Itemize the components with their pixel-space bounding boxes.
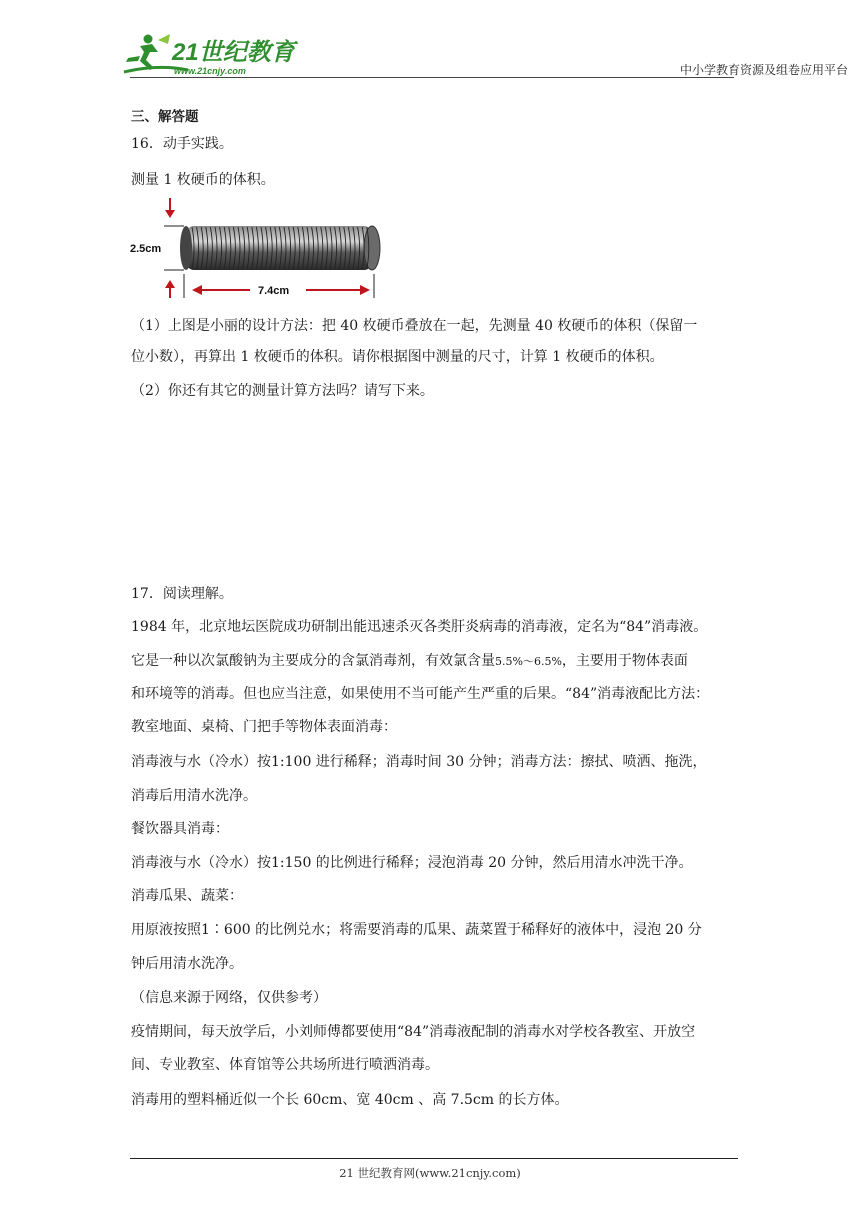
q17-p2-line1: 消毒液与水（冷水）按1:100 进行稀释；消毒时间 30 分钟；消毒方法：擦拭、喷洒、拖洗， <box>131 754 707 770</box>
section-title: 三、解答题 <box>131 109 199 125</box>
q16-title: 16．动手实践。 <box>131 136 233 152</box>
site-logo <box>118 30 298 78</box>
q17-p3: 餐饮器具消毒： <box>131 821 229 837</box>
height-top-arrow <box>165 198 175 218</box>
q17-p8-line2: 间、专业教室、体育馆等公共场所进行喷洒消毒。 <box>131 1057 439 1073</box>
q17-p6-line1: 用原液按照1∶600 的比例兑水；将需要消毒的瓜果、蔬菜置于稀释好的液体中，浸泡 20 分 <box>131 922 702 938</box>
q17-p8-line1: 疫情期间，每天放学后，小刘师傅都要使用“84”消毒液配制的消毒水对学校各教室、开放空 <box>131 1024 696 1040</box>
header-tagline: 中小学教育资源及组卷应用平台 <box>679 63 848 77</box>
footer-divider <box>130 1158 738 1159</box>
q17-title: 17．阅读理解。 <box>131 586 233 602</box>
q16-part1-line1: （1）上图是小丽的设计方法：把 40 枚硬币叠放在一起，先测量 40 枚硬币的体积（保留一 <box>131 318 698 334</box>
svg-text:www.21cnjy.com: www.21cnjy.com <box>174 66 246 76</box>
q17-p9: 消毒用的塑料桶近似一个长 60cm、宽 40cm 、高 7.5cm 的长方体。 <box>131 1092 569 1108</box>
length-label: 7.4cm <box>258 285 290 297</box>
q17-p1-line3: 和环境等的消毒。但也应当注意，如果使用不当可能产生严重的后果。“84”消毒液配比方法： <box>131 686 710 702</box>
q17-p7: （信息来源于网络，仅供参考） <box>131 990 327 1006</box>
q17-p6-line2: 钟后用清水洗净。 <box>131 956 243 972</box>
q17-p1-line4: 教室地面、桌椅、门把手等物体表面消毒： <box>131 719 397 735</box>
q16-part2: （2）你还有其它的测量计算方法吗？请写下来。 <box>131 383 434 399</box>
q16-part1-line2: 位小数），再算出 1 枚硬币的体积。请你根据图中测量的尺寸，计算 1 枚硬币的体积。 <box>131 349 664 365</box>
page-footer: 21 世纪教育网(www.21cnjy.com) <box>339 1166 521 1180</box>
height-bottom-arrow <box>165 280 175 298</box>
page-header <box>118 30 740 78</box>
header-divider <box>130 77 734 78</box>
q17-p2-line2: 消毒后用清水洗净。 <box>131 788 257 804</box>
q16-prompt: 测量 1 枚硬币的体积。 <box>131 172 275 188</box>
coin-stack <box>180 226 380 270</box>
q17-p4: 消毒液与水（冷水）按1:150 的比例进行稀释；浸泡消毒 20 分钟，然后用清水冲洗干净。 <box>131 855 693 871</box>
coin-stack-figure <box>128 192 388 302</box>
q17-p5: 消毒瓜果、蔬菜： <box>131 888 243 904</box>
q17-p1-line2: 它是一种以次氯酸钠为主要成分的含氯消毒剂，有效氯含量5.5%～6.5%，主要用于物体表面 <box>131 653 688 669</box>
q17-p1-line1: 1984 年，北京地坛医院成功研制出能迅速杀灭各类肝炎病毒的消毒液，定名为“84”消毒液。 <box>131 619 708 635</box>
svg-text:21世纪教育: 21世纪教育 <box>172 39 295 66</box>
height-label: 2.5cm <box>130 243 162 255</box>
